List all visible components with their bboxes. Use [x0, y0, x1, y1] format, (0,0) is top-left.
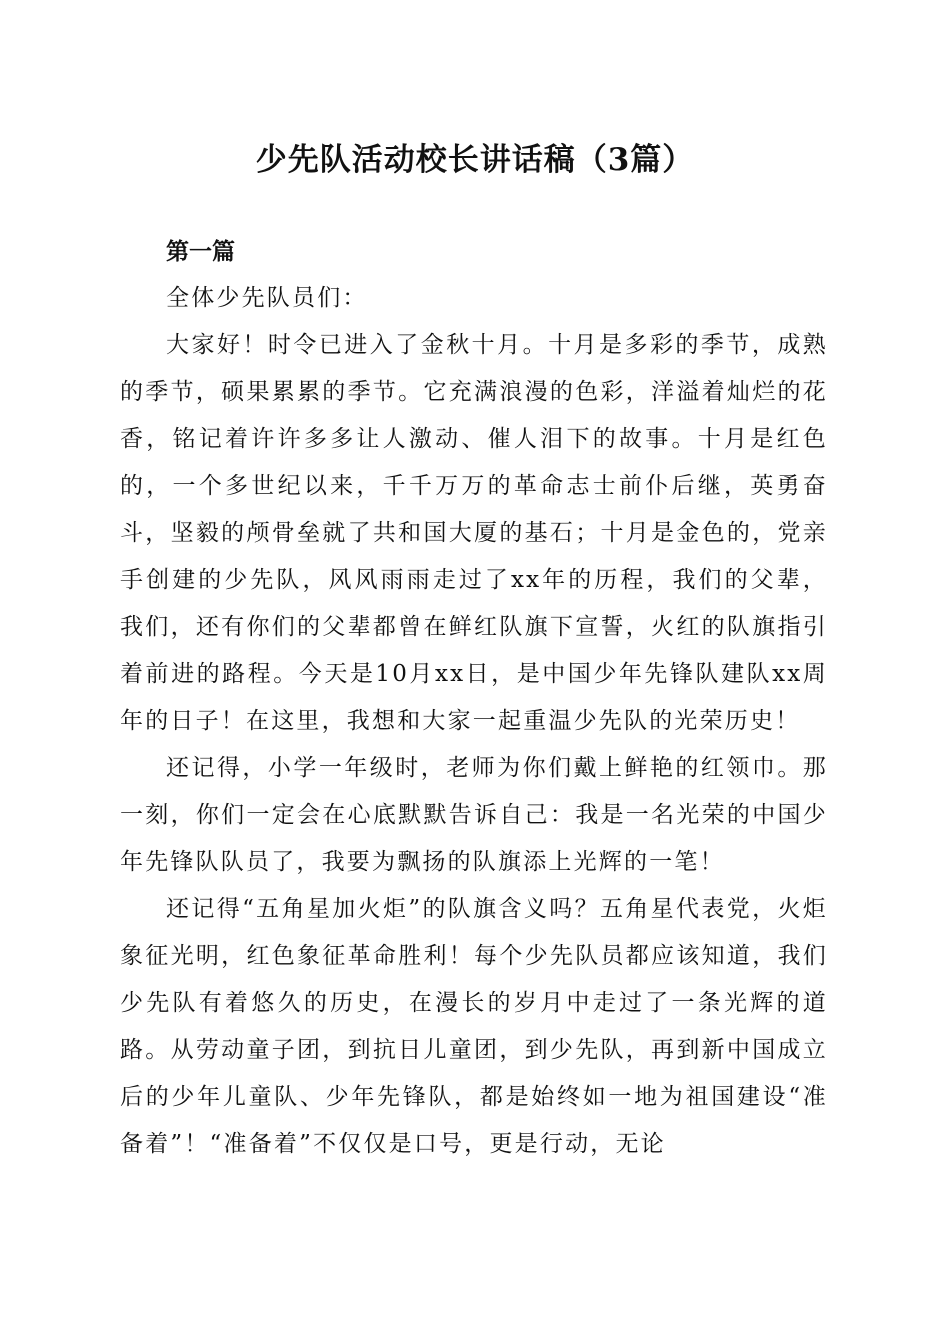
body-paragraph: 还记得，小学一年级时，老师为你们戴上鲜艳的红领巾。那一刻，你们一定会在心底默默告诉自己：我是一名光荣的中国少年先锋队队员了，我要为飘扬的队旗添上光辉的一笔！	[120, 755, 828, 875]
body-paragraph: 大家好！时令已进入了金秋十月。十月是多彩的季节，成熟的季节，硕果累累的季节。它充满浪漫的色彩，洋溢着灿烂的花香，铭记着许许多多让人激动、催人泪下的故事。十月是红色的，一个多世纪以来，千千万万的革命志士前仆后继，英勇奋斗，坚毅的颅骨垒就了共和国大厦的基石；十月是金色的，党亲手创建的少先队，风风雨雨走过了xx年的历程，我们的父辈，我们，还有你们的父辈都曾在鲜红队旗下宣誓，火红的队旗指引着前进的路程。今天是10月xx日，是中国少年先锋队建队xx周年的日子！在这里，我想和大家一起重温少先队的光荣历史！	[120, 332, 828, 734]
document-body	[120, 228, 828, 1168]
body-paragraph: 还记得“五角星加火炬”的队旗含义吗？五角星代表党，火炬象征光明，红色象征革命胜利！每个少先队员都应该知道，我们少先队有着悠久的历史，在漫长的岁月中走过了一条光辉的道路。从劳动童子团，到抗日儿童团，到少先队，再到新中国成立后的少年儿童队、少年先锋队，都是始终如一地为祖国建设“准备着”！“准备着”不仅仅是口号，更是行动，无论	[120, 896, 828, 1157]
salutation-paragraph: 全体少先队员们：	[166, 285, 368, 311]
section-heading: 第一篇	[166, 238, 235, 265]
document-title: 少先队活动校长讲话稿（3篇）	[255, 142, 695, 178]
